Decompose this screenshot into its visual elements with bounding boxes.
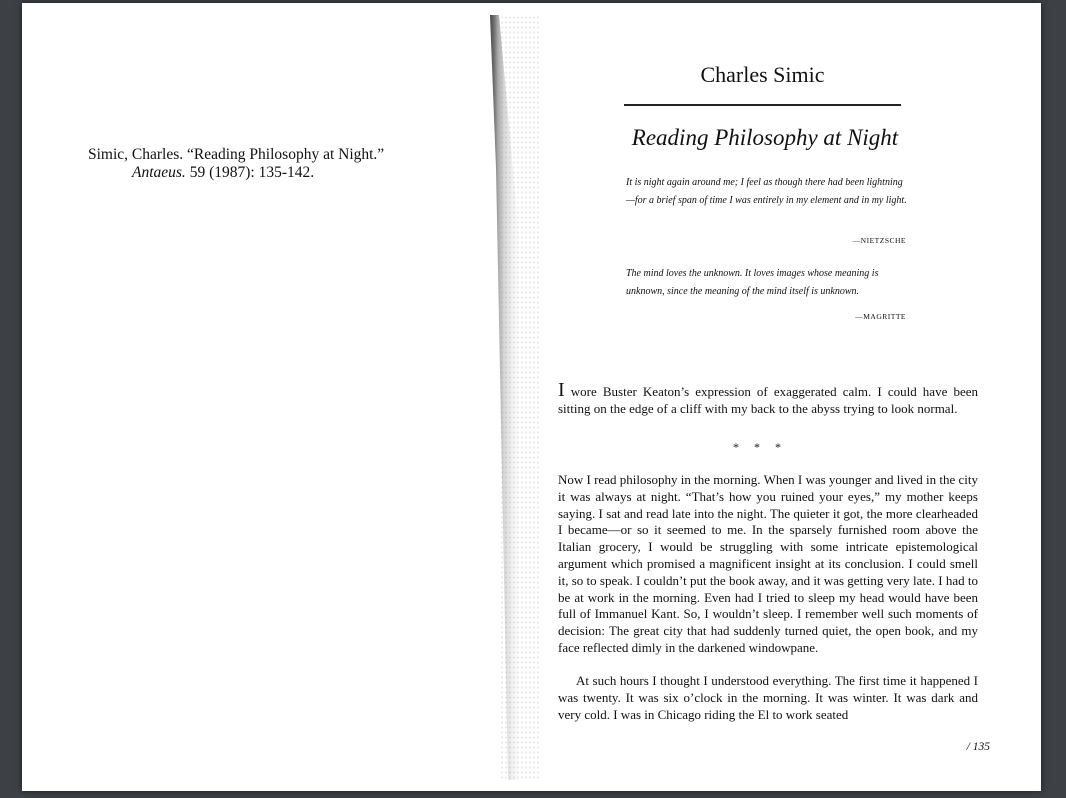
opening-initial: I [558, 379, 565, 401]
article-author: Charles Simic [700, 62, 825, 87]
body-paragraph-1: Now I read philosophy in the morning. When I was younger and lived in the city it was always at night. “That’s how you ruined your eyes,” my mother keeps saying. I sat and read late into the night. The quieter it got, the more clearheaded I became—or so it seemed to me. In the sparsely furnished room above the Italian grocery, I would be struggling with some intricate epistemological argument which promised a magnificent insight at its conclusion. I could smell it, so to speak. I couldn’t put the book away, and it was getting very late. I had to be at work in the morning. Even had I tried to sleep my head would have been full of Immanuel Kant. So, I wouldn’t sleep. I remember well such moments of decision: The great city that had suddenly turned quiet, the open book, and my face reflected dimly in the darkened windowpane. [558, 472, 979, 655]
scan-noise [500, 15, 540, 780]
epigraph-nietzsche: It is night again around me; I feel as though there had been lightning—for a brief span of time I was entirely in my element and in my light. [626, 177, 907, 206]
journal-name: Antaeus. [132, 164, 186, 181]
title-rule [624, 104, 901, 106]
page-number: / 135 [966, 741, 990, 753]
epigraph-nietzsche-attribution: —NIETZSCHE [852, 236, 906, 245]
opening-text: wore Buster Keaton’s expression of exaggerated calm. I could have been sitting on the edge of a cliff with my back to the abyss trying to look normal. [558, 384, 978, 416]
article-title: Reading Philosophy at Night [631, 125, 899, 150]
opening-paragraph [558, 379, 978, 418]
section-separator: * * * [733, 440, 787, 454]
citation-volume-pages: 59 (1987): 135-142. [185, 164, 315, 181]
body-paragraph-2: At such hours I thought I understood everything. The first time it happened I was twenty. It was six o’clock in the morning. It was winter. It was dark and very cold. I was in Chicago riding the El to work seated [558, 673, 978, 722]
citation-line-2 [88, 164, 468, 182]
citation [88, 146, 468, 182]
epigraph-magritte: The mind loves the unknown. It loves images whose meaning is unknown, since the meaning of the mind itself is unknown. [626, 268, 879, 297]
citation-line-1: Simic, Charles. “Reading Philosophy at Night.” [88, 146, 385, 163]
epigraph-magritte-attribution: —MAGRITTE [855, 312, 906, 321]
